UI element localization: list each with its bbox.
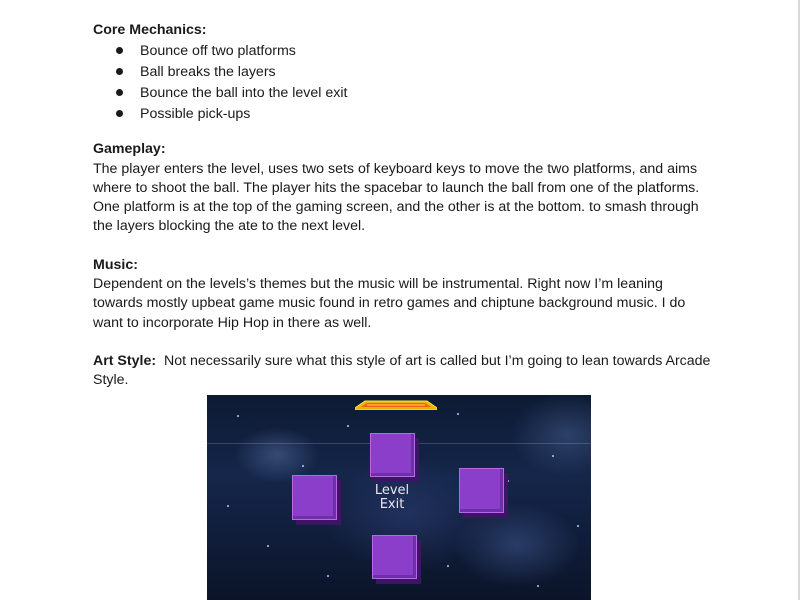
gameplay-paragraph: The player enters the level, uses two sets of keyboard keys to move the two platforms, and aims where to shoot the ball. The player hits the spacebar to launch the ball from one of the platforms. One platform is at the top of the gaming screen, and the other is at the bottom. to smash through the layers blocking the ate to the next level. bbox=[93, 160, 700, 235]
art-style-heading: Art Style: bbox=[93, 352, 157, 369]
list-item: Ball breaks the layers bbox=[93, 62, 713, 83]
list-item: Bounce the ball into the level exit bbox=[93, 83, 713, 104]
list-item: Possible pick-ups bbox=[93, 104, 713, 125]
layer-block-top bbox=[370, 433, 415, 477]
bullet-icon bbox=[116, 68, 123, 75]
list-item: Bounce off two platforms bbox=[93, 41, 713, 62]
art-style-body: Not necessarily sure what this style of art is called but I’m going to lean towards Arcade Style. bbox=[93, 352, 711, 389]
layer-block-bottom bbox=[372, 535, 417, 579]
layer-block-right bbox=[459, 468, 504, 513]
document-page bbox=[93, 21, 713, 391]
layer-block-left bbox=[292, 475, 337, 520]
bullet-icon bbox=[116, 89, 123, 96]
core-mechanics-list bbox=[93, 41, 713, 125]
core-mechanics-heading: Core Mechanics: bbox=[93, 22, 207, 38]
gameplay-heading: Gameplay: bbox=[93, 141, 166, 158]
level-exit: Level Exit bbox=[374, 483, 410, 512]
music-heading: Music: bbox=[93, 256, 138, 273]
art-style-paragraph bbox=[93, 352, 713, 391]
bullet-icon bbox=[116, 47, 123, 54]
top-paddle bbox=[355, 400, 437, 410]
music-paragraph: Dependent on the levels’s themes but the music will be instrumental. Right now I’m leaning towards mostly upbeat game music found in retro games and chiptune background music. I do want to incorporate Hip Hop in there as well. bbox=[93, 276, 686, 331]
bullet-icon bbox=[116, 110, 123, 117]
game-screenshot bbox=[207, 395, 591, 600]
